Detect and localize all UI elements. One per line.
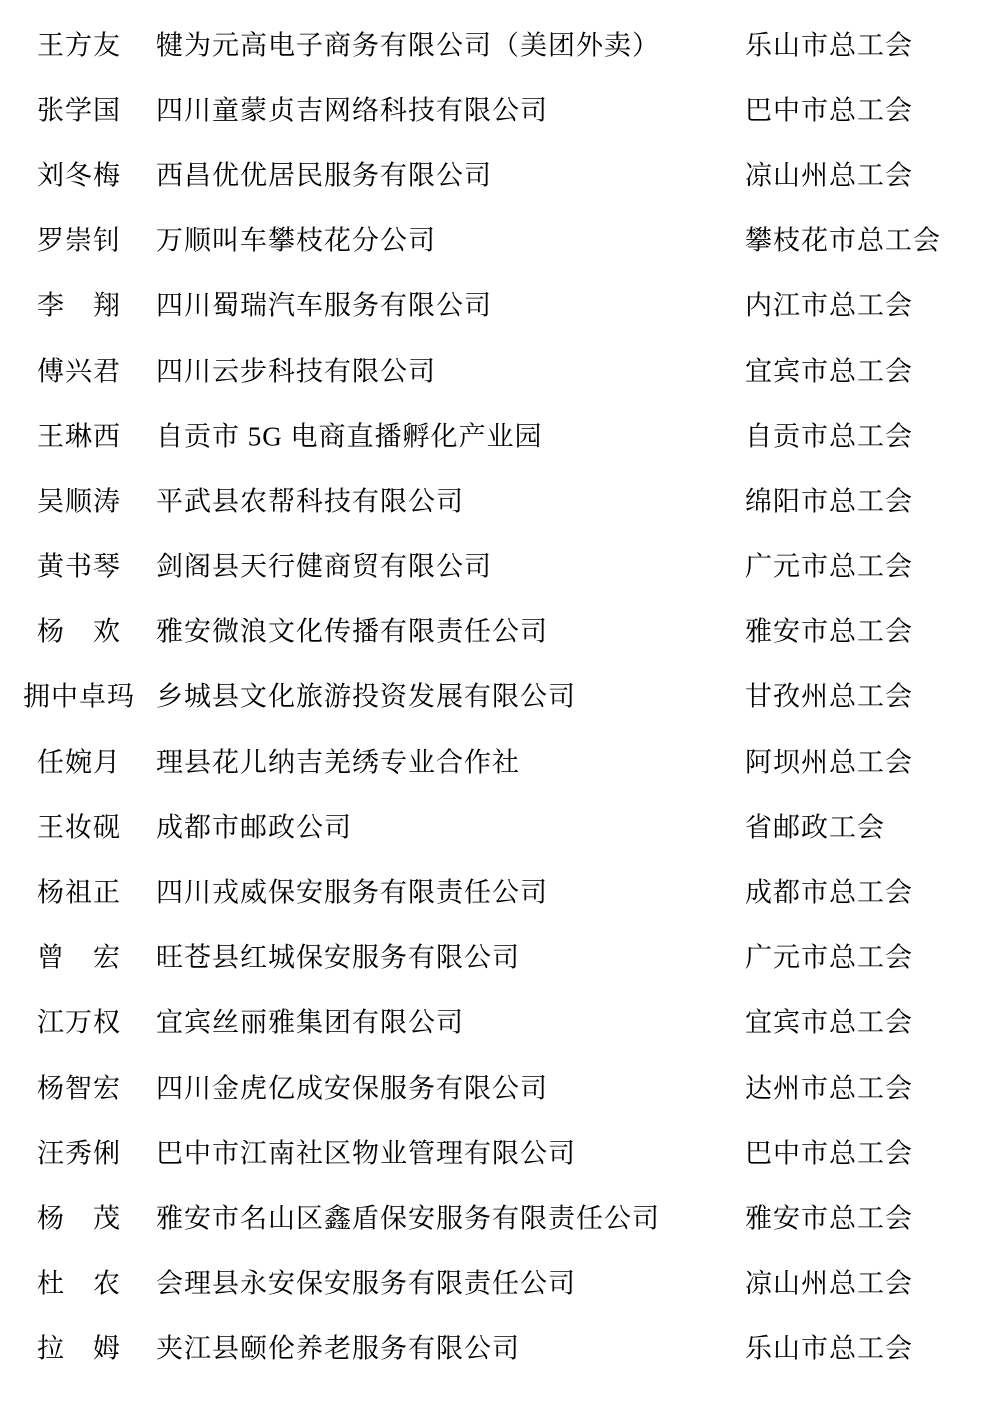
person-name: 杨智宏 bbox=[37, 1073, 121, 1104]
person-name: 拉 姆 bbox=[37, 1333, 121, 1364]
person-name: 任婉月 bbox=[37, 747, 121, 778]
union-name: 甘孜州总工会 bbox=[745, 681, 913, 712]
company-name: 四川童蒙贞吉网络科技有限公司 bbox=[156, 95, 548, 126]
union-name: 攀枝花市总工会 bbox=[745, 225, 941, 256]
company-name: 平武县农帮科技有限公司 bbox=[156, 486, 464, 517]
company-name: 宜宾丝丽雅集团有限公司 bbox=[156, 1007, 464, 1038]
union-name: 广元市总工会 bbox=[745, 942, 913, 973]
person-name: 杨 欢 bbox=[37, 616, 121, 647]
union-name: 广元市总工会 bbox=[745, 551, 913, 582]
table-row bbox=[0, 209, 1006, 274]
union-name: 成都市总工会 bbox=[745, 877, 913, 908]
table-row bbox=[0, 1317, 1006, 1382]
table-row bbox=[0, 795, 1006, 860]
union-name: 乐山市总工会 bbox=[745, 30, 913, 61]
union-name: 凉山州总工会 bbox=[745, 160, 913, 191]
person-name: 罗崇钊 bbox=[37, 225, 121, 256]
person-name: 刘冬梅 bbox=[37, 160, 121, 191]
company-name: 乡城县文化旅游投资发展有限公司 bbox=[156, 681, 576, 712]
union-name: 阿坝州总工会 bbox=[745, 747, 913, 778]
table-row bbox=[0, 469, 1006, 534]
person-name: 曾 宏 bbox=[37, 942, 121, 973]
table-row bbox=[0, 78, 1006, 143]
company-name: 雅安市名山区鑫盾保安服务有限责任公司 bbox=[156, 1203, 660, 1234]
union-name: 宜宾市总工会 bbox=[745, 1007, 913, 1038]
union-name: 宜宾市总工会 bbox=[745, 356, 913, 387]
person-name: 王妆砚 bbox=[37, 812, 121, 843]
table-row bbox=[0, 1252, 1006, 1317]
table-row bbox=[0, 1186, 1006, 1251]
company-name: 四川金虎亿成安保服务有限公司 bbox=[156, 1073, 548, 1104]
person-name: 杨 茂 bbox=[37, 1203, 121, 1234]
company-name: 会理县永安保安服务有限责任公司 bbox=[156, 1268, 576, 1299]
person-name: 王方友 bbox=[37, 30, 121, 61]
union-name: 省邮政工会 bbox=[745, 812, 885, 843]
company-name: 巴中市江南社区物业管理有限公司 bbox=[156, 1138, 576, 1169]
company-name: 旺苍县红城保安服务有限公司 bbox=[156, 942, 520, 973]
company-name: 剑阁县天行健商贸有限公司 bbox=[156, 551, 492, 582]
union-name: 达州市总工会 bbox=[745, 1073, 913, 1104]
table-row bbox=[0, 339, 1006, 404]
table-row bbox=[0, 730, 1006, 795]
company-name: 四川云步科技有限公司 bbox=[156, 356, 436, 387]
table-row bbox=[0, 991, 1006, 1056]
company-name: 成都市邮政公司 bbox=[156, 812, 352, 843]
table-row bbox=[0, 13, 1006, 78]
company-name: 四川戎威保安服务有限责任公司 bbox=[156, 877, 548, 908]
company-name: 雅安微浪文化传播有限责任公司 bbox=[156, 616, 548, 647]
union-name: 雅安市总工会 bbox=[745, 616, 913, 647]
table-row bbox=[0, 404, 1006, 469]
person-name: 王琳西 bbox=[37, 421, 121, 452]
company-name: 犍为元高电子商务有限公司（美团外卖） bbox=[156, 30, 660, 61]
union-name: 雅安市总工会 bbox=[745, 1203, 913, 1234]
person-name: 张学国 bbox=[37, 95, 121, 126]
table-row bbox=[0, 665, 1006, 730]
table-row bbox=[0, 1121, 1006, 1186]
person-name: 汪秀俐 bbox=[37, 1138, 121, 1169]
person-name: 吴顺涛 bbox=[37, 486, 121, 517]
person-name: 杜 农 bbox=[37, 1268, 121, 1299]
table-row bbox=[0, 535, 1006, 600]
table-row bbox=[0, 860, 1006, 925]
person-name: 拥中卓玛 bbox=[23, 681, 135, 712]
person-name: 杨祖正 bbox=[37, 877, 121, 908]
company-name: 自贡市 5G 电商直播孵化产业园 bbox=[156, 421, 543, 452]
person-name: 李 翔 bbox=[37, 290, 121, 321]
company-name: 理县花儿纳吉羌绣专业合作社 bbox=[156, 747, 520, 778]
table-row bbox=[0, 274, 1006, 339]
table-row bbox=[0, 1056, 1006, 1121]
table-row bbox=[0, 926, 1006, 991]
company-name: 四川蜀瑞汽车服务有限公司 bbox=[156, 290, 492, 321]
person-name: 江万权 bbox=[37, 1007, 121, 1038]
union-name: 巴中市总工会 bbox=[745, 1138, 913, 1169]
person-name: 黄书琴 bbox=[37, 551, 121, 582]
table-row bbox=[0, 143, 1006, 208]
union-name: 内江市总工会 bbox=[745, 290, 913, 321]
table-row bbox=[0, 600, 1006, 665]
company-name: 夹江县颐伦养老服务有限公司 bbox=[156, 1333, 520, 1364]
person-name: 傅兴君 bbox=[37, 356, 121, 387]
company-name: 西昌优优居民服务有限公司 bbox=[156, 160, 492, 191]
union-name: 乐山市总工会 bbox=[745, 1333, 913, 1364]
union-name: 巴中市总工会 bbox=[745, 95, 913, 126]
union-name: 凉山州总工会 bbox=[745, 1268, 913, 1299]
union-name: 自贡市总工会 bbox=[745, 421, 913, 452]
union-name: 绵阳市总工会 bbox=[745, 486, 913, 517]
company-name: 万顺叫车攀枝花分公司 bbox=[156, 225, 436, 256]
